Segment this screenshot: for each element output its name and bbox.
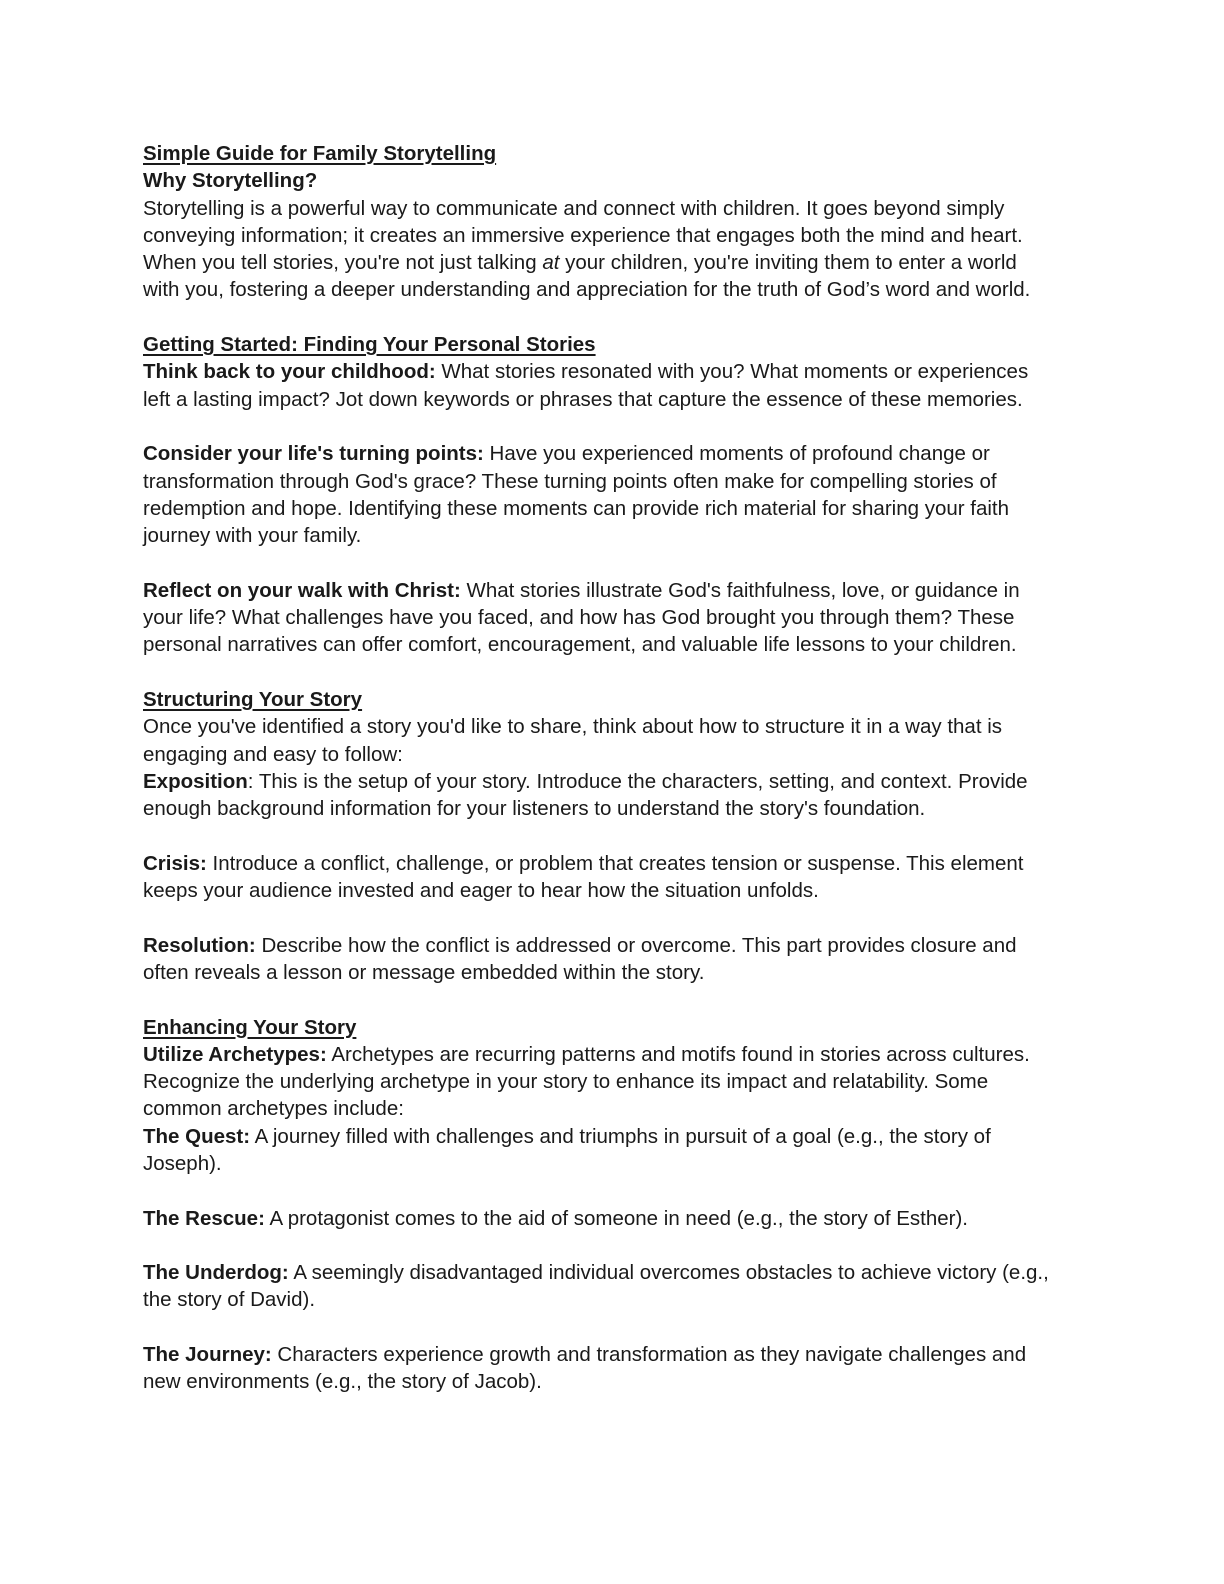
paragraph-line bbox=[143, 1041, 1083, 1068]
paragraph-line: new environments (e.g., the story of Jacob). bbox=[143, 1370, 542, 1394]
enhancing-heading: Enhancing Your Story bbox=[143, 1015, 357, 1039]
paragraph-line: journey with your family. bbox=[143, 524, 362, 548]
line-text: Archetypes are recurring patterns and motifs found in stories across cultures. bbox=[326, 1042, 1030, 1066]
paragraph-line: the story of David). bbox=[143, 1288, 316, 1312]
structuring-section bbox=[143, 686, 1083, 986]
paragraph-line: Recognize the underlying archetype in your story to enhance its impact and relatability. Some bbox=[143, 1070, 989, 1094]
why-storytelling-heading: Why Storytelling? bbox=[143, 169, 318, 193]
term-label: Think back to your childhood: bbox=[143, 360, 436, 384]
paragraph-line bbox=[143, 1123, 1083, 1150]
term-label: Reflect on your walk with Christ: bbox=[143, 578, 461, 602]
emphasis-text: at bbox=[542, 251, 560, 275]
spacer bbox=[143, 1314, 1083, 1341]
line-text: : This is the setup of your story. Introduce the characters, setting, and context. Provide bbox=[247, 769, 1028, 793]
term-label: Exposition bbox=[143, 769, 248, 793]
paragraph-line bbox=[143, 932, 1083, 959]
spacer bbox=[143, 413, 1083, 440]
term-label: The Rescue: bbox=[143, 1206, 265, 1230]
paragraph-line bbox=[143, 440, 1083, 467]
paragraph-line bbox=[143, 358, 1083, 385]
spacer bbox=[143, 549, 1083, 576]
line-text: Describe how the conflict is addressed or overcome. This part provides closure and bbox=[255, 933, 1017, 957]
spacer bbox=[143, 1232, 1083, 1259]
term-label: Crisis: bbox=[143, 851, 207, 875]
paragraph-line bbox=[143, 850, 1083, 877]
line-text: A protagonist comes to the aid of someone in need (e.g., the story of Esther). bbox=[264, 1206, 969, 1230]
getting-started-section bbox=[143, 331, 1083, 659]
document-title: Simple Guide for Family Storytelling bbox=[143, 142, 497, 165]
paragraph-line: left a lasting impact? Jot down keywords or phrases that capture the essence of these memories. bbox=[143, 387, 1023, 411]
term-label: The Underdog: bbox=[143, 1261, 289, 1285]
line-text: A journey filled with challenges and triumphs in pursuit of a goal (e.g., the story of bbox=[250, 1124, 991, 1148]
line-text: Characters experience growth and transformation as they navigate challenges and bbox=[271, 1343, 1027, 1367]
spacer bbox=[143, 304, 1083, 331]
paragraph-line bbox=[143, 768, 1083, 795]
paragraph-line: transformation through God's grace? These turning points often make for compelling stories of bbox=[143, 469, 997, 493]
why-storytelling-section bbox=[143, 167, 1083, 303]
line-text: When you tell stories, you're not just talking bbox=[143, 251, 543, 275]
paragraph-line: often reveals a lesson or message embedded within the story. bbox=[143, 960, 705, 984]
term-label: The Quest: bbox=[143, 1124, 251, 1148]
spacer bbox=[143, 1177, 1083, 1204]
line-text: Have you experienced moments of profound change or bbox=[483, 442, 990, 466]
term-label: The Journey: bbox=[143, 1343, 272, 1367]
line-text: A seemingly disadvantaged individual overcomes obstacles to achieve victory (e.g., bbox=[288, 1261, 1049, 1285]
spacer bbox=[143, 659, 1083, 686]
enhancing-section bbox=[143, 1014, 1083, 1396]
paragraph-line: keeps your audience invested and eager to hear how the situation unfolds. bbox=[143, 879, 819, 903]
paragraph-line bbox=[143, 249, 1083, 276]
paragraph-line: engaging and easy to follow: bbox=[143, 742, 403, 766]
term-label: Resolution: bbox=[143, 933, 256, 957]
term-label: Consider your life's turning points: bbox=[143, 442, 484, 466]
line-text: What stories illustrate God's faithfulness, love, or guidance in bbox=[460, 578, 1020, 602]
paragraph-line: Storytelling is a powerful way to communicate and connect with children. It goes beyond simply bbox=[143, 196, 1005, 220]
paragraph-line: conveying information; it creates an immersive experience that engages both the mind and heart. bbox=[143, 223, 1023, 247]
paragraph-line bbox=[143, 1205, 1083, 1232]
structuring-heading: Structuring Your Story bbox=[143, 687, 363, 711]
paragraph-line: Once you've identified a story you'd like to share, think about how to structure it in a way that is bbox=[143, 715, 1003, 739]
spacer bbox=[143, 822, 1083, 849]
paragraph-line: common archetypes include: bbox=[143, 1097, 404, 1121]
spacer bbox=[143, 986, 1083, 1013]
paragraph-line: with you, fostering a deeper understanding and appreciation for the truth of God’s word and world. bbox=[143, 278, 1031, 302]
getting-started-heading: Getting Started: Finding Your Personal Stories bbox=[143, 333, 596, 357]
paragraph-line: enough background information for your listeners to understand the story's foundation. bbox=[143, 797, 926, 821]
paragraph-line bbox=[143, 1341, 1083, 1368]
paragraph-line bbox=[143, 1259, 1083, 1286]
paragraph-line: Joseph). bbox=[143, 1151, 222, 1175]
document-page bbox=[143, 140, 1083, 1396]
paragraph-line: personal narratives can offer comfort, encouragement, and valuable life lessons to your children. bbox=[143, 633, 1017, 657]
term-label: Utilize Archetypes: bbox=[143, 1042, 327, 1066]
line-text: Introduce a conflict, challenge, or problem that creates tension or suspense. This element bbox=[206, 851, 1024, 875]
spacer bbox=[143, 904, 1083, 931]
line-text: What stories resonated with you? What moments or experiences bbox=[435, 360, 1029, 384]
line-text: your children, you're inviting them to enter a world bbox=[559, 251, 1017, 275]
paragraph-line bbox=[143, 577, 1083, 604]
paragraph-line: redemption and hope. Identifying these moments can provide rich material for sharing your faith bbox=[143, 496, 1010, 520]
paragraph-line: your life? What challenges have you faced, and how has God brought you through them? These bbox=[143, 606, 1015, 630]
